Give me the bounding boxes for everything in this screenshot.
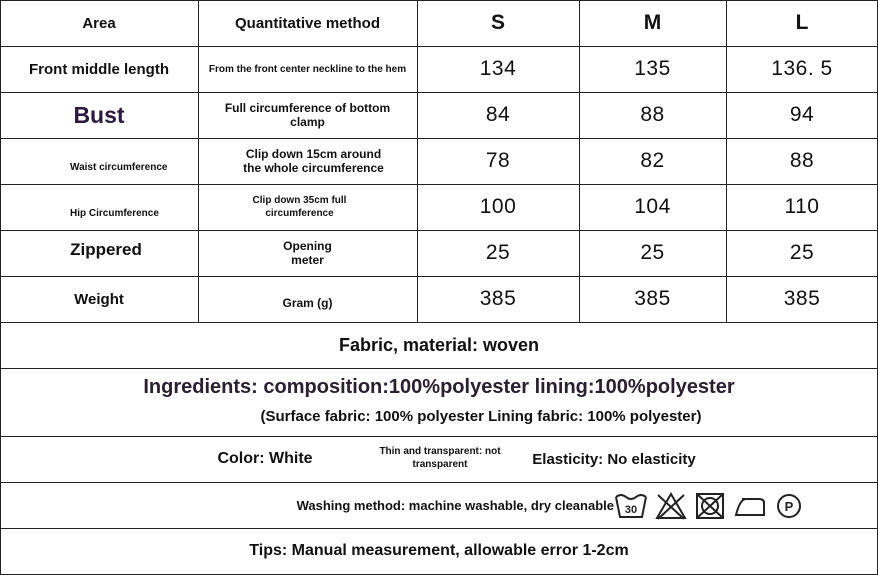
row-method: From the front center neckline to the hem: [208, 63, 407, 75]
value-l: 94: [789, 103, 815, 126]
tips-text: Tips: Manual measurement, allowable error 1-2cm: [249, 542, 629, 559]
header-area: Area: [82, 14, 116, 32]
value-s: 100: [479, 195, 517, 218]
row-area: Hip Circumference: [70, 207, 159, 219]
value-m: 385: [634, 287, 671, 310]
dry-clean-letter: P: [784, 499, 794, 514]
transparency-text: Thin and transparent: not transparent: [379, 446, 501, 470]
row-area: Waist circumference: [70, 161, 168, 173]
value-s: 385: [479, 287, 517, 310]
ingredients-text: Ingredients: composition:100%polyester lining:100%polyester: [143, 375, 735, 398]
wash-30-icon: [614, 491, 648, 521]
wash-temp-label: 30: [624, 504, 638, 516]
row-method: Clip down 35cm full circumference: [252, 195, 347, 219]
fabric-text: Fabric, material: woven: [338, 334, 540, 355]
value-s: 134: [479, 57, 517, 80]
dry-clean-p-icon: [774, 491, 804, 521]
row-method: Gram (g): [282, 296, 333, 310]
value-s: 25: [485, 241, 511, 264]
value-l: 385: [783, 287, 821, 310]
no-tumble-dry-icon: [694, 491, 726, 521]
iron-icon: [732, 491, 768, 521]
row-area: Weight: [74, 290, 124, 308]
row-area: Zippered: [70, 240, 142, 259]
divider: [0, 368, 878, 369]
elasticity-text: Elasticity: No elasticity: [532, 450, 696, 468]
color-text: Color: White: [217, 450, 313, 467]
row-method: Opening meter: [283, 239, 332, 267]
header-size-m: M: [643, 11, 662, 34]
row-method: Clip down 15cm around the whole circumference: [243, 147, 384, 175]
value-s: 84: [485, 103, 511, 126]
value-l: 110: [784, 195, 820, 218]
value-m: 135: [634, 57, 671, 80]
washing-text: Washing method: machine washable, dry cleanable: [296, 497, 614, 513]
row-area: Front middle length: [29, 60, 169, 78]
row-area: Bust: [73, 101, 125, 128]
row-method: Full circumference of bottom clamp: [224, 101, 391, 129]
header-size-l: L: [795, 11, 809, 34]
value-m: 25: [640, 241, 665, 264]
ingredients-sub-text: (Surface fabric: 100% polyester Lining fabric: 100% polyester): [260, 407, 702, 425]
value-s: 78: [485, 149, 511, 172]
care-icons: [614, 490, 804, 522]
value-l: 25: [789, 241, 815, 264]
value-m: 82: [640, 149, 665, 172]
no-bleach-icon: [654, 491, 688, 521]
header-size-s: S: [490, 11, 505, 34]
value-m: 104: [634, 195, 671, 218]
value-l: 88: [789, 149, 815, 172]
value-l: 136. 5: [771, 57, 833, 80]
header-method: Quantitative method: [234, 14, 380, 32]
value-m: 88: [640, 103, 665, 126]
